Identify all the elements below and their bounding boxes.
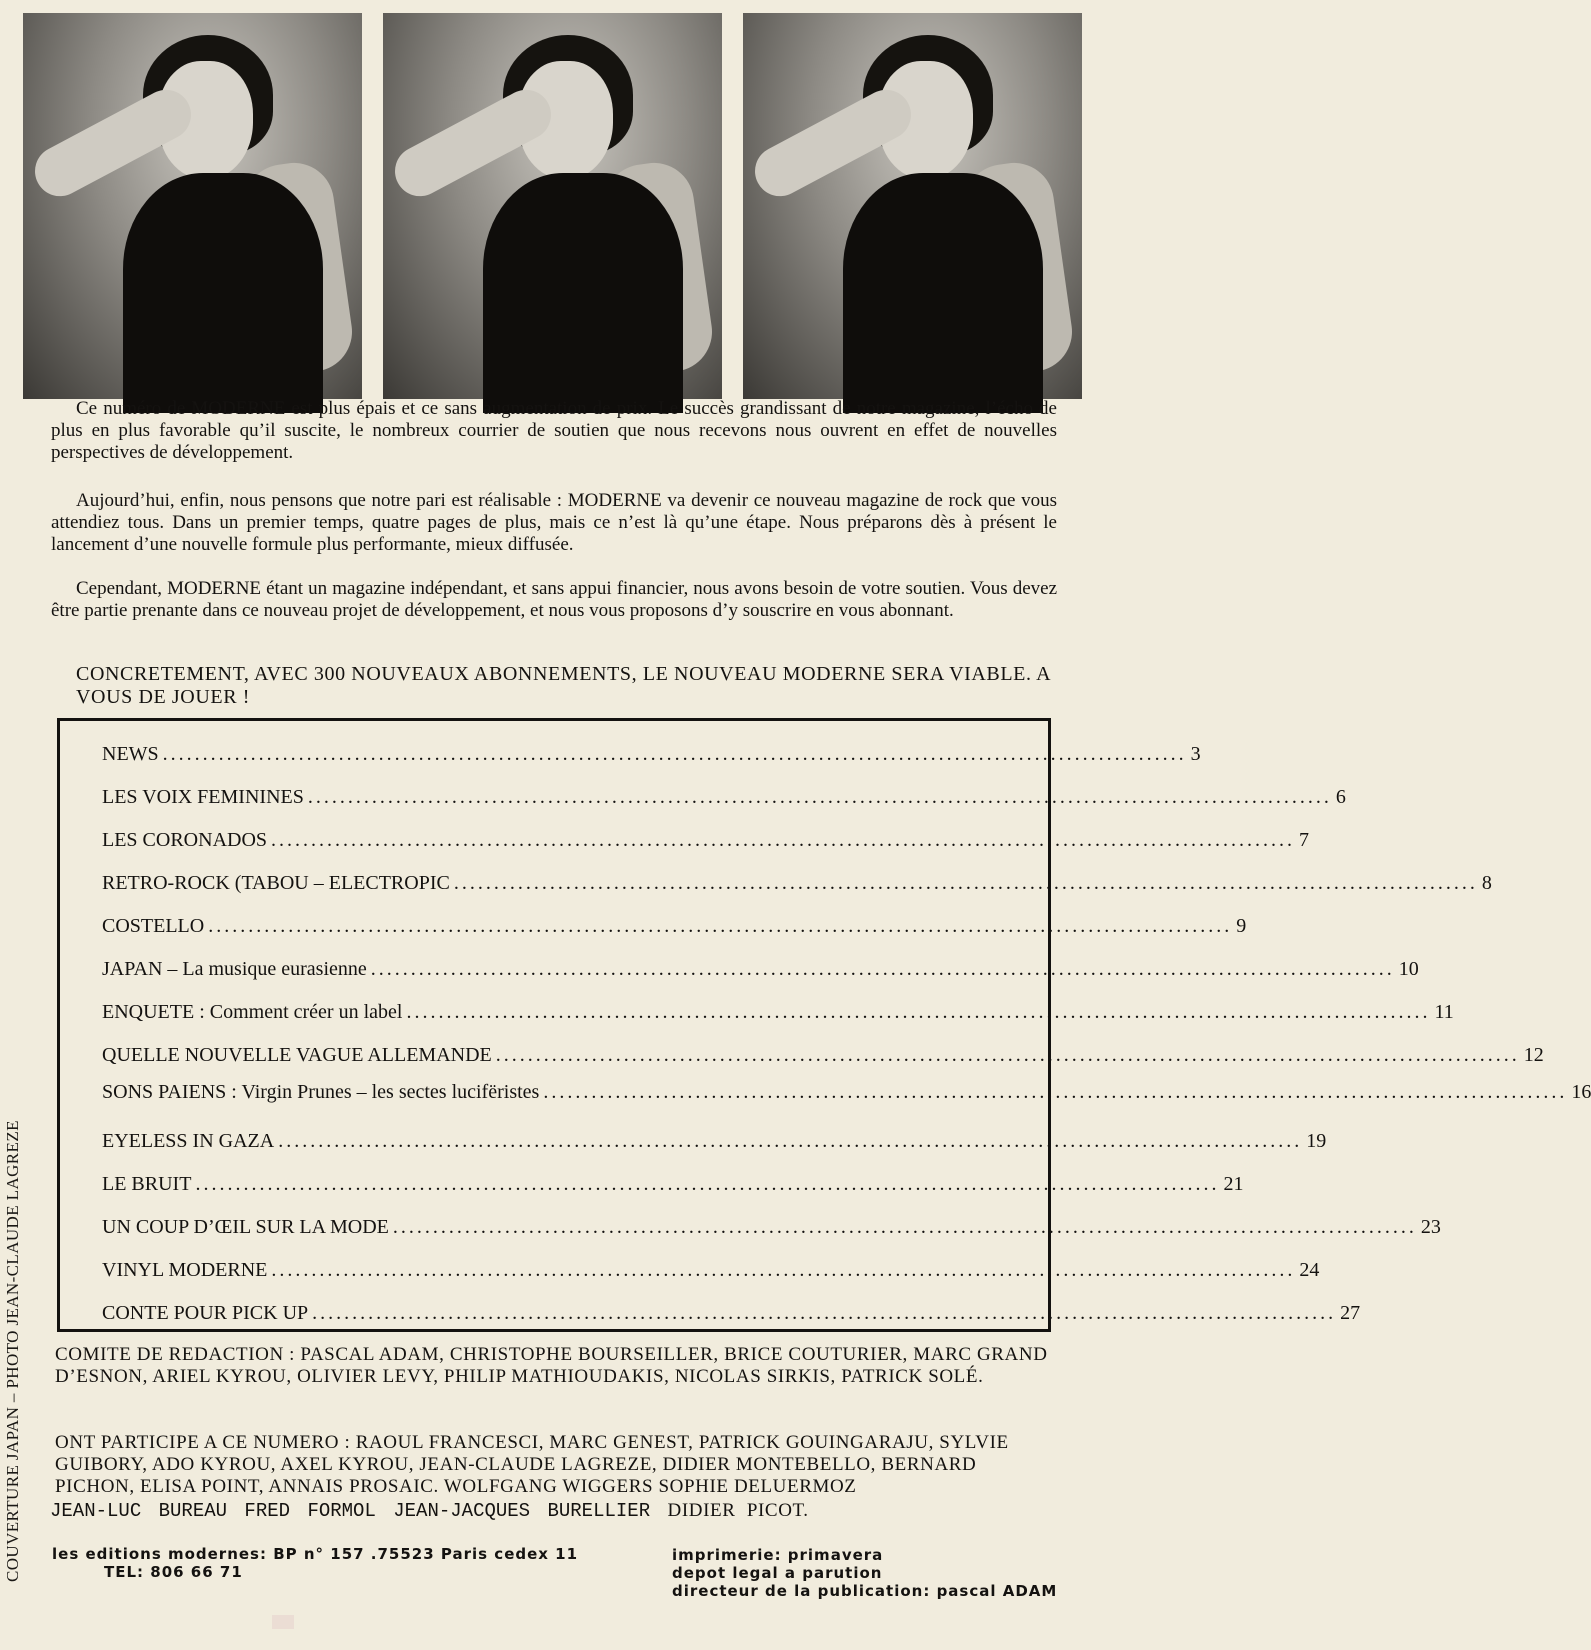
cover-photo-credit: COUVERTURE JAPAN – PHOTO JEAN-CLAUDE LAGREZE [3, 1120, 22, 1582]
toc-page: 24 [1299, 1259, 1320, 1281]
toc-title: COSTELLO [102, 915, 205, 937]
toc-page: 8 [1481, 872, 1492, 894]
toc-row[interactable]: ENQUETE : Comment créer un label ................................................................................................................................ 11 [102, 1001, 1454, 1023]
toc-title: LES VOIX FEMININES [102, 786, 304, 808]
toc-row[interactable]: CONTE POUR PICK UP ................................................................................................................................ 27 [102, 1302, 1361, 1324]
toc-page: 23 [1420, 1216, 1441, 1238]
toc-row[interactable]: QUELLE NOUVELLE VAGUE ALLEMANDE ................................................................................................................................ 12 [102, 1044, 1544, 1066]
toc-page: 21 [1223, 1173, 1244, 1195]
toc-title: JAPAN – La musique eurasienne [102, 958, 367, 980]
toc-title: QUELLE NOUVELLE VAGUE ALLEMANDE [102, 1044, 492, 1066]
toc-row[interactable]: RETRO-ROCK (TABOU – ELECTROPIC ................................................................................................................................ 8 [102, 872, 1492, 894]
toc-title: LES CORONADOS [102, 829, 268, 851]
cover-photo-1 [23, 13, 362, 399]
publisher-address: les editions modernes: BP n° 157 .75523 Paris cedex 11 [52, 1545, 579, 1563]
printer-name: imprimerie: primavera [672, 1546, 884, 1564]
editorial-paragraph-2: Aujourd’hui, enfin, nous pensons que notre pari est réalisable : MODERNE va devenir ce nouveau magazine de rock que vous attendiez tous. Dans un premier temps, quatre pages de plus, mais ce n’est là qu’une étape. Nous préparons dès à présent le lancement d’une nouvelle formule plus performante, mieux diffusée. [51, 490, 1057, 555]
toc-page: 16 [1571, 1081, 1591, 1103]
toc-title: SONS PAIENS : Virgin Prunes – les sectes lucifëristes [102, 1081, 540, 1103]
toc-page: 11 [1434, 1001, 1454, 1023]
toc-title: LE BRUIT [102, 1173, 192, 1195]
toc-page: 27 [1340, 1302, 1361, 1324]
editorial-callout: CONCRETEMENT, AVEC 300 NOUVEAUX ABONNEMENTS, LE NOUVEAU MODERNE SERA VIABLE. A VOUS DE JOUER ! [76, 663, 1051, 708]
cover-photo-2 [383, 13, 722, 399]
toc-row[interactable]: VINYL MODERNE ................................................................................................................................ 24 [102, 1259, 1320, 1281]
toc-page: 7 [1299, 829, 1310, 851]
toc-title: VINYL MODERNE [102, 1259, 268, 1281]
toc-page: 12 [1523, 1044, 1544, 1066]
toc-row[interactable]: UN COUP D’ŒIL SUR LA MODE ................................................................................................................................ 23 [102, 1216, 1441, 1238]
publication-director: directeur de la publication: pascal ADAM [672, 1582, 1058, 1600]
toc-row[interactable]: LES CORONADOS ................................................................................................................................ 7 [102, 829, 1310, 851]
toc-page: 6 [1335, 786, 1346, 808]
toc-title: UN COUP D’ŒIL SUR LA MODE [102, 1216, 389, 1238]
cover-photo-3 [743, 13, 1082, 399]
editorial-committee: COMITE DE REDACTION : PASCAL ADAM, CHRISTOPHE BOURSEILLER, BRICE COUTURIER, MARC GRAND D’ESNON, ARIEL KYROU, OLIVIER LEVY, PHILIP MATHIOUDAKIS, NICOLAS SIRKIS, PATRICK SOLÉ. [55, 1344, 1048, 1387]
publisher-phone: TEL: 806 66 71 [104, 1563, 243, 1581]
toc-title: NEWS [102, 743, 159, 765]
toc-row[interactable]: LES VOIX FEMININES ................................................................................................................................ 6 [102, 786, 1346, 808]
contributors-extra-line [50, 1500, 1060, 1522]
contributors-extra-mono: JEAN-LUC BUREAU FRED FORMOL JEAN-JACQUES BURELLIER [50, 1500, 651, 1522]
table-of-contents [57, 718, 1591, 1332]
toc-title: ENQUETE : Comment créer un label [102, 1001, 403, 1023]
toc-row[interactable]: EYELESS IN GAZA ................................................................................................................................ 19 [102, 1130, 1327, 1152]
editorial-paragraph-3: Cependant, MODERNE étant un magazine indépendant, et sans appui financier, nous avons besoin de votre soutien. Vous devez être partie prenante dans ce nouveau projet de développement, et nous vous proposons d’y souscrire en vous abonnant. [51, 578, 1057, 621]
toc-row[interactable]: NEWS ................................................................................................................................ 3 [102, 743, 1201, 765]
toc-page: 10 [1398, 958, 1419, 980]
legal-deposit: depot legal a parution [672, 1564, 883, 1582]
toc-row[interactable]: LE BRUIT ................................................................................................................................ 21 [102, 1173, 1244, 1195]
toc-title: EYELESS IN GAZA [102, 1130, 275, 1152]
ink-stamp [272, 1615, 294, 1629]
toc-row[interactable]: SONS PAIENS : Virgin Prunes – les sectes lucifëristes ................................................................................................................................ 16 [102, 1081, 1591, 1103]
editorial-paragraph-1: Ce numéro de MODERNE est plus épais et ce sans augmentation de prix. Le succès grandissant de notre magazine, l’écho de plus en plus favorable qu’il suscite, le nombreux courrier de soutien que nous recevons nous ouvrent en effet de nouvelles perspectives de développement. [51, 398, 1057, 463]
toc-title: CONTE POUR PICK UP [102, 1302, 309, 1324]
contributors-extra-last: DIDIER PICOT. [667, 1500, 809, 1521]
toc-page: 9 [1236, 915, 1247, 937]
toc-row[interactable]: JAPAN – La musique eurasienne ................................................................................................................................ 10 [102, 958, 1419, 980]
contributors: ONT PARTICIPE A CE NUMERO : RAOUL FRANCESCI, MARC GENEST, PATRICK GOUINGARAJU, SYLVIE GUIBORY, ADO KYROU, AXEL KYROU, JEAN-CLAUDE LAGREZE, DIDIER MONTEBELLO, BERNARD PICHON, ELISA POINT, ANNAIS PROSAIC. WOLFGANG WIGGERS SOPHIE DELUERMOZ [55, 1432, 1009, 1497]
toc-page: 19 [1306, 1130, 1327, 1152]
toc-page: 3 [1190, 743, 1201, 765]
printer-info [672, 1546, 1057, 1600]
toc-row[interactable]: COSTELLO ................................................................................................................................ 9 [102, 915, 1247, 937]
publisher-info [52, 1545, 578, 1581]
toc-title: RETRO-ROCK (TABOU – ELECTROPIC [102, 872, 450, 894]
